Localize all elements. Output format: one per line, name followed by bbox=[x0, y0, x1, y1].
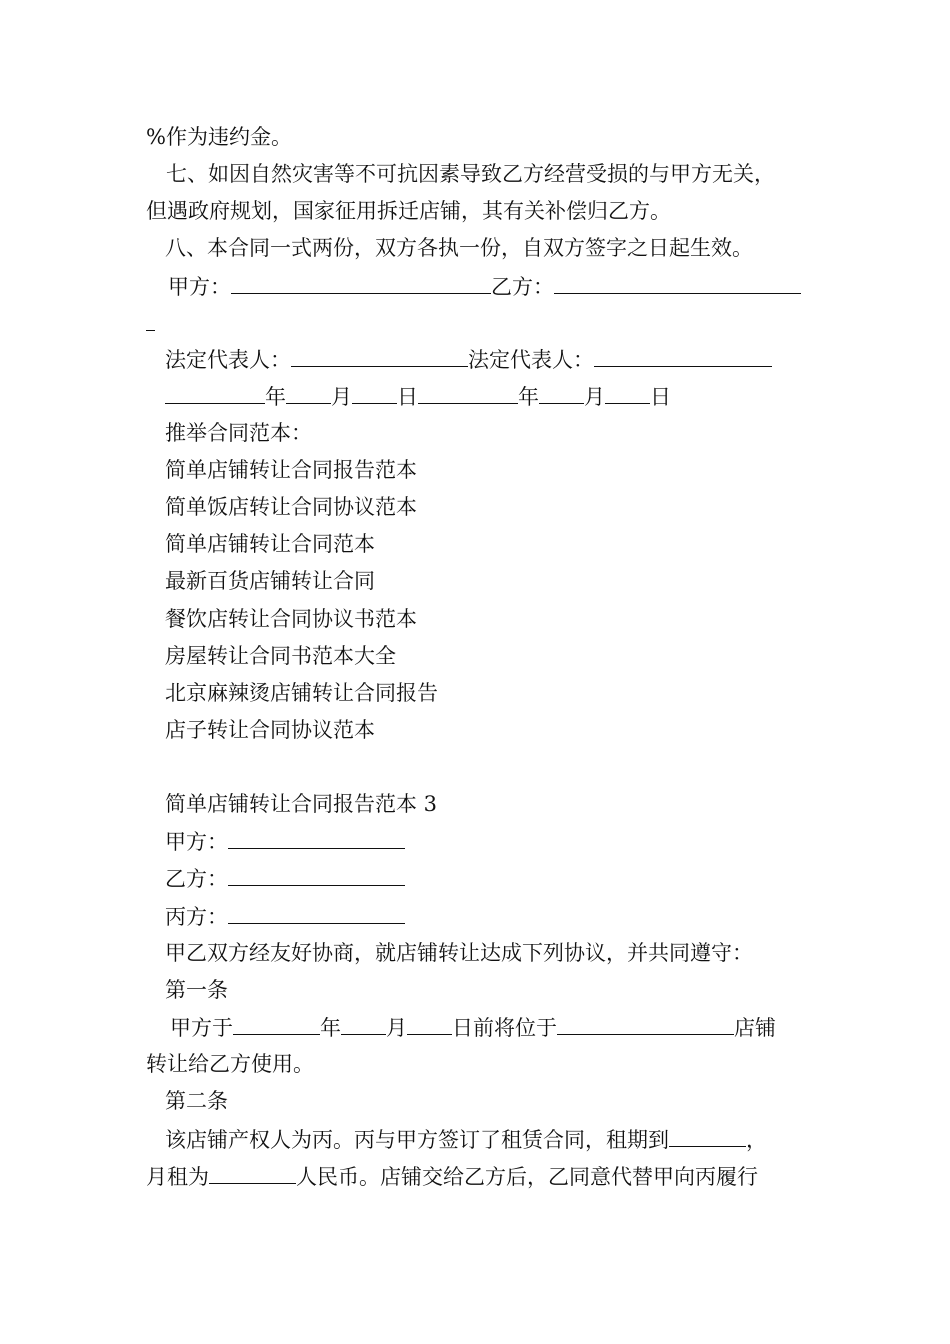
article-two-title: 第二条 bbox=[165, 1089, 228, 1113]
art1-month-blank bbox=[341, 1014, 386, 1035]
article-one-title: 第一条 bbox=[165, 978, 228, 1002]
art2-rent-blank bbox=[209, 1163, 296, 1184]
rep-b-label: 法定代表人： bbox=[468, 348, 594, 372]
recommend-link[interactable]: 最新百货店铺转让合同 bbox=[165, 569, 375, 593]
art1-text-e: 店铺 bbox=[734, 1016, 776, 1040]
intro-text: 甲乙双方经友好协商，就店铺转让达成下列协议，并共同遵守： bbox=[165, 941, 753, 965]
party-b-label: 乙方： bbox=[491, 275, 554, 299]
signature-party-line bbox=[168, 273, 801, 300]
art2-term-blank bbox=[669, 1126, 746, 1147]
month-b-blank bbox=[539, 383, 584, 404]
party-a-blank bbox=[231, 273, 491, 294]
party-b-label: 乙方： bbox=[165, 867, 228, 891]
art1-text-d: 日前将位于 bbox=[452, 1016, 557, 1040]
rep-a-label: 法定代表人： bbox=[165, 348, 291, 372]
article-two-line2 bbox=[146, 1163, 758, 1190]
party-a-label: 甲方： bbox=[168, 275, 231, 299]
year-b-label: 年 bbox=[518, 385, 539, 409]
art1-location-blank bbox=[557, 1014, 734, 1035]
recommend-link[interactable]: 北京麻辣烫店铺转让合同报告 bbox=[165, 681, 438, 705]
clause-seven-line1: 七、如因自然灾害等不可抗因素导致乙方经营受损的与甲方无关， bbox=[166, 162, 775, 186]
article-one-line2: 转让给乙方使用。 bbox=[146, 1052, 314, 1076]
party-c-line bbox=[165, 903, 405, 930]
text-line-penalty: %作为违约金。 bbox=[146, 125, 292, 149]
art2-text-a: 该店铺产权人为丙。丙与甲方签订了租赁合同，租期到 bbox=[165, 1128, 669, 1152]
art1-text-a: 甲方于 bbox=[170, 1016, 233, 1040]
signature-rep-line bbox=[165, 346, 772, 373]
recommend-link[interactable]: 房屋转让合同书范本大全 bbox=[165, 644, 396, 668]
year-a-blank bbox=[165, 383, 265, 404]
art2-text-c: 月租为 bbox=[146, 1165, 209, 1189]
article-two-line1 bbox=[165, 1126, 767, 1153]
year-a-label: 年 bbox=[265, 385, 286, 409]
art2-text-d: 人民币。店铺交给乙方后，乙同意代替甲向丙履行 bbox=[296, 1165, 758, 1189]
party-b-blank bbox=[554, 273, 801, 294]
art2-text-b: ， bbox=[746, 1128, 767, 1152]
recommend-link[interactable]: 餐饮店转让合同协议书范本 bbox=[165, 607, 417, 631]
party-c-label: 丙方： bbox=[165, 905, 228, 929]
rep-b-blank bbox=[594, 346, 772, 367]
art1-year-label: 年 bbox=[320, 1016, 341, 1040]
party-c-blank bbox=[228, 903, 405, 924]
art1-year-blank bbox=[233, 1014, 320, 1035]
article-one-line1 bbox=[170, 1014, 776, 1041]
month-a-blank bbox=[286, 383, 331, 404]
party-a-line bbox=[165, 828, 405, 855]
clause-eight: 八、本合同一式两份，双方各执一份，自双方签字之日起生效。 bbox=[165, 236, 753, 260]
recommend-link[interactable]: 简单饭店转让合同协议范本 bbox=[165, 495, 417, 519]
clause-seven-line2: 但遇政府规划，国家征用拆迁店铺，其有关补偿归乙方。 bbox=[146, 199, 671, 223]
section-title: 简单店铺转让合同报告范本 3 bbox=[165, 792, 438, 816]
year-b-blank bbox=[418, 383, 518, 404]
recommend-link[interactable]: 简单店铺转让合同报告范本 bbox=[165, 458, 417, 482]
party-a-label: 甲方： bbox=[165, 830, 228, 854]
month-a-label: 月 bbox=[331, 385, 352, 409]
art1-day-blank bbox=[407, 1014, 452, 1035]
overflow-underline bbox=[146, 310, 155, 331]
signature-date-line bbox=[165, 383, 671, 410]
party-a-blank bbox=[228, 828, 405, 849]
day-b-blank bbox=[605, 383, 650, 404]
party-b-blank bbox=[228, 865, 405, 886]
recommend-heading: 推举合同范本： bbox=[165, 421, 312, 445]
recommend-link[interactable]: 简单店铺转让合同范本 bbox=[165, 532, 375, 556]
art1-month-label: 月 bbox=[386, 1016, 407, 1040]
month-b-label: 月 bbox=[584, 385, 605, 409]
day-b-label: 日 bbox=[650, 385, 671, 409]
recommend-link[interactable]: 店子转让合同协议范本 bbox=[165, 718, 375, 742]
party-b-line bbox=[165, 865, 405, 892]
day-a-blank bbox=[352, 383, 397, 404]
day-a-label: 日 bbox=[397, 385, 418, 409]
rep-a-blank bbox=[291, 346, 468, 367]
